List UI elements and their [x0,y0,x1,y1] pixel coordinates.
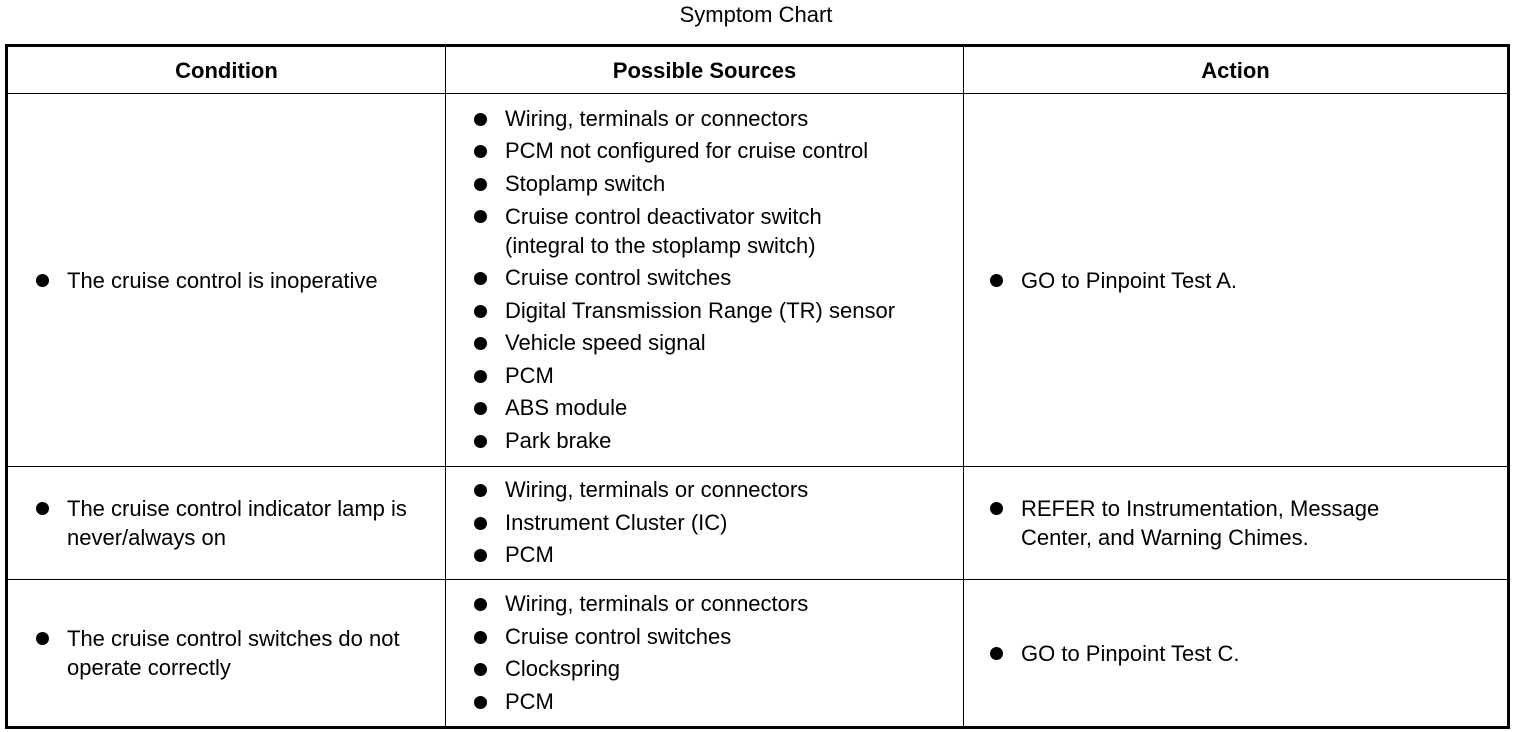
list-item [446,262,963,295]
source-text: Stoplamp switch [505,170,666,196]
source-text: PCM [505,542,554,568]
page-title: Symptom Chart [679,2,833,27]
header-row [7,46,1509,94]
list-item [446,588,963,621]
list-item [964,494,1507,552]
list-item [446,295,963,328]
bullet-icon [474,663,487,676]
sources-cell [446,467,964,580]
condition-text: The cruise control is inoperative [67,267,378,293]
action-text: REFER to Instrumentation, Message Center, and Warning Chimes. [1021,496,1380,550]
bullet-icon [474,696,487,709]
source-text: Digital Transmission Range (TR) sensor [505,297,896,323]
bullet-icon [36,274,49,287]
bullet-icon [474,145,487,158]
source-text: Park brake [505,427,612,453]
condition-cell [7,467,446,580]
source-text: Wiring, terminals or connectors [505,591,809,616]
action-cell [964,94,1509,467]
list-item [446,135,963,168]
condition-cell [7,580,446,728]
condition-text: The cruise control indicator lamp is never/always on [67,496,407,550]
bullet-icon [474,272,487,285]
list-item [446,200,963,262]
bullet-icon [474,113,487,126]
list-item [446,686,963,719]
bullet-icon [474,210,487,223]
bullet-icon [474,370,487,383]
symptom-table [5,44,1510,729]
action-cell [964,580,1509,728]
bullet-icon [990,647,1003,660]
table-row [7,467,1509,580]
bullet-icon [474,598,487,611]
table-row [7,94,1509,467]
list-item [8,494,445,552]
list-item [8,266,445,295]
source-text: PCM [505,688,554,714]
bullet-icon [474,337,487,350]
table-row [7,580,1509,728]
header-possible-sources: Possible Sources [446,46,964,94]
list-item [446,539,963,572]
bullet-icon [474,549,487,562]
source-text: Cruise control switches [505,265,732,291]
source-text: Wiring, terminals or connectors [505,477,809,503]
list-item [8,624,445,682]
source-text: PCM not configured for cruise control [505,138,869,164]
bullet-icon [990,502,1003,515]
bullet-icon [474,517,487,530]
list-item [446,425,963,458]
action-text: GO to Pinpoint Test A. [1021,267,1238,293]
bullet-icon [474,631,487,644]
list-item [446,507,963,540]
list-item [446,653,963,686]
list-item [446,103,963,136]
list-item [446,621,963,654]
bullet-icon [36,632,49,645]
source-text: Wiring, terminals or connectors [505,105,809,131]
bullet-icon [474,178,487,191]
header-action: Action [964,46,1509,94]
list-item [446,168,963,201]
list-item [446,474,963,507]
source-text: Cruise control switches [505,623,732,649]
condition-text: The cruise control switches do not operate correctly [67,626,400,680]
source-text: Vehicle speed signal [505,330,706,356]
list-item [446,360,963,393]
condition-cell [7,94,446,467]
sources-cell [446,94,964,467]
action-cell [964,467,1509,580]
bullet-icon [474,402,487,415]
bullet-icon [474,435,487,448]
source-text: Instrument Cluster (IC) [505,509,728,535]
bullet-icon [990,274,1003,287]
action-text: GO to Pinpoint Test C. [1021,640,1240,666]
source-text: Clockspring [505,656,620,681]
list-item [446,392,963,425]
bullet-icon [36,502,49,515]
header-condition: Condition [7,46,446,94]
list-item [964,639,1507,668]
list-item [964,266,1507,295]
list-item [446,327,963,360]
sources-cell [446,580,964,728]
source-text: PCM [505,362,554,388]
bullet-icon [474,484,487,497]
bullet-icon [474,305,487,318]
source-text: ABS module [505,395,628,421]
source-text: Cruise control deactivator switch (integral to the stoplamp switch) [505,204,822,259]
